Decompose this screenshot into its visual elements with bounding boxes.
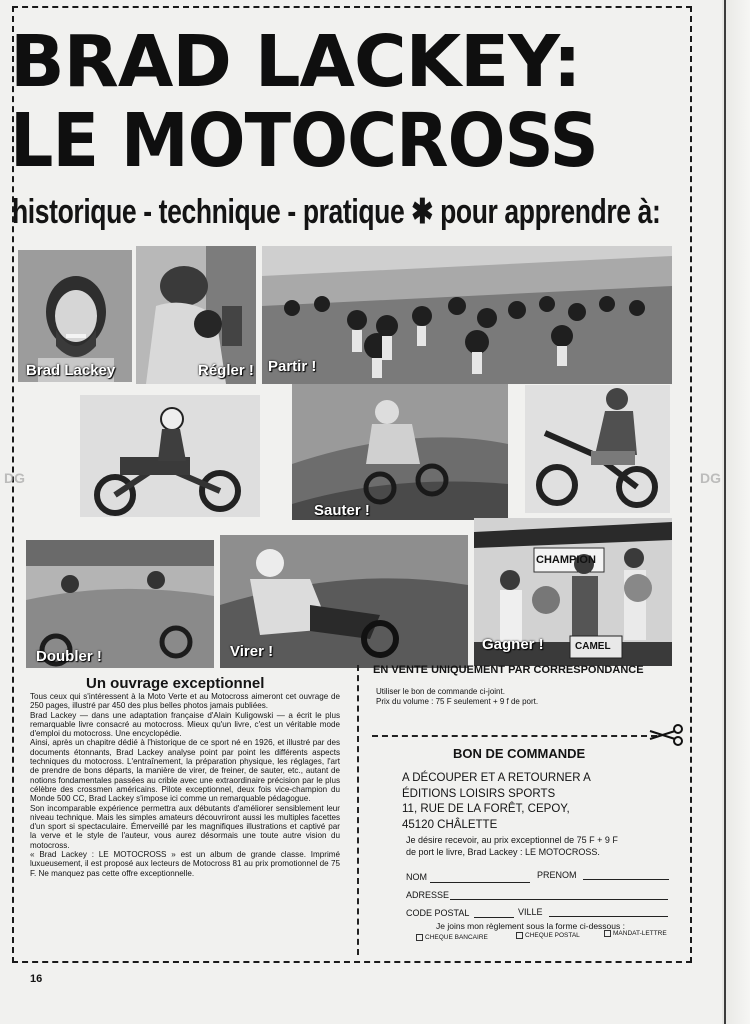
photo-caption: Virer !	[230, 643, 274, 660]
order-form-title: BON DE COMMANDE	[453, 746, 586, 761]
photo-adjusting	[136, 246, 256, 384]
photo-caption: Gagner !	[482, 636, 544, 653]
payment-option-mandat-lettre[interactable]	[604, 930, 667, 937]
photo-corner	[220, 535, 468, 668]
sponsor-text: CAMEL	[575, 641, 611, 652]
payment-option-label: MANDAT-LETTRE	[613, 930, 667, 938]
photo-overtake	[26, 540, 214, 668]
column-divider	[357, 665, 359, 955]
address-line: 11, RUE DE LA FORÊT, CEPOY,	[402, 803, 570, 815]
bleed-through-mark: DG	[4, 470, 25, 486]
payment-instruction: Je joins mon règlement sous la forme ci-dessous :	[436, 921, 625, 931]
photo-caption: Doubler !	[36, 648, 102, 665]
banner-text: CHAMPION	[536, 554, 596, 566]
article-paragraph: « Brad Lackey : LE MOTOCROSS » est un album de grande classe. Imprimé luxueusement, il est proposé aux lecteurs de Motocross 81 au prix promotionnel de 75 F. Ne manquez pas cette offre exceptionnelle.	[30, 850, 340, 878]
page-fold-line	[724, 0, 726, 1024]
mailing-address	[402, 771, 591, 833]
article-body	[30, 692, 340, 878]
scissors-icon	[648, 724, 684, 746]
sales-line: Prix du volume : 75 F seulement + 9 f de port.	[376, 697, 539, 706]
field-label-adresse: ADRESSE	[406, 890, 450, 900]
page-edge	[722, 0, 750, 1024]
field-label-nom: NOM	[406, 872, 427, 882]
photo-start	[262, 246, 672, 384]
photo-podium	[474, 518, 672, 666]
address-line: ÉDITIONS LOISIRS SPORTS	[402, 787, 556, 800]
subtitle: historique - technique - pratique ✱ pour apprendre à:	[12, 193, 661, 231]
photo-portrait	[18, 250, 132, 382]
field-label-code-postal: CODE POSTAL	[406, 908, 470, 918]
page-number: 16	[30, 973, 43, 985]
code-postal-input[interactable]	[474, 917, 514, 918]
order-request: Je désire recevoir, au prix exceptionnel de 75 F + 9 F	[406, 835, 618, 845]
payment-option-cheque-bancaire[interactable]	[416, 934, 488, 941]
photo-caption: Brad Lackey	[26, 362, 116, 379]
headline-line-1: BRAD LACKEY:	[10, 20, 581, 103]
photo-jump	[292, 384, 508, 520]
photo-caption: Partir !	[268, 358, 317, 375]
article-paragraph: Ainsi, après un chapitre dédié à l'historique de ce sport né en 1926, et illustré par des documents étonnants, Brad Lackey analyse point par point les différents aspects techniques du motocross. L'entraînement, la préparation physique, les réglages, l'art de prendre de bons départs, la manière de virer, de freiner, de sauter, etc., autant de notions fondamentales passées au crible avec une extraordinaire précision par le plus célèbre des crossmen américains. Pilote exceptionnel, deux fois vice-champion du Monde 500 CC, Brad Lackey s'impose ici comme un remarquable pédagogue.	[30, 738, 340, 804]
article-paragraph: Son incomparable expérience permettra aux débutants d'améliorer sensiblement leur niveau technique. Mais les simples amateurs découvriront aussi les multiples facettes d'un sport si spectaculaire. Émerveillé par les magnifiques illustrations et captivé par la verve et le style de l'auteur, vous aurez désormais une toute autre vision du motocross.	[30, 803, 340, 850]
photo-riding-2	[525, 385, 670, 513]
cut-line	[372, 735, 657, 737]
prenom-input[interactable]	[583, 879, 669, 880]
order-request: de port le livre, Brad Lackey : LE MOTOCROSS.	[406, 847, 600, 857]
payment-option-label: CHEQUE POSTAL	[525, 932, 580, 940]
article-paragraph: Brad Lackey — dans une adaptation française d'Alain Kuligowski — a écrit le plus remarquable livre consacré au motocross. Mieux qu'un livre, c'est un véritable mode d'emploi du motocross. Une encyclopédie.	[30, 710, 340, 739]
nom-input[interactable]	[430, 882, 530, 883]
sales-title: EN VENTE UNIQUEMENT PAR CORRESPONDANCE	[373, 664, 644, 676]
photo-caption: Sauter !	[314, 502, 370, 519]
payment-option-label: CHEQUE BANCAIRE	[425, 934, 488, 942]
bleed-through-mark: DG	[700, 470, 721, 486]
address-line: 45120 CHÂLETTE	[402, 818, 498, 831]
field-label-ville: VILLE	[518, 907, 543, 917]
headline-line-2: LE MOTOCROSS	[10, 98, 598, 184]
photo-riding-1	[80, 395, 260, 517]
photo-caption: Régler !	[198, 362, 254, 379]
address-line: A DÉCOUPER ET A RETOURNER A	[402, 772, 591, 784]
adresse-input[interactable]	[450, 899, 668, 900]
article-paragraph: Tous ceux qui s'intéressent à la Moto Verte et au Motocross aimeront cet ouvrage de 250 pages, illustré par 450 des plus belles photos jamais publiées.	[30, 692, 340, 711]
article-title: Un ouvrage exceptionnel	[86, 675, 265, 692]
sales-line: Utiliser le bon de commande ci-joint.	[376, 687, 505, 696]
payment-option-cheque-postal[interactable]	[516, 932, 580, 939]
field-label-prenom: PRENOM	[537, 870, 577, 880]
ville-input[interactable]	[549, 916, 668, 917]
